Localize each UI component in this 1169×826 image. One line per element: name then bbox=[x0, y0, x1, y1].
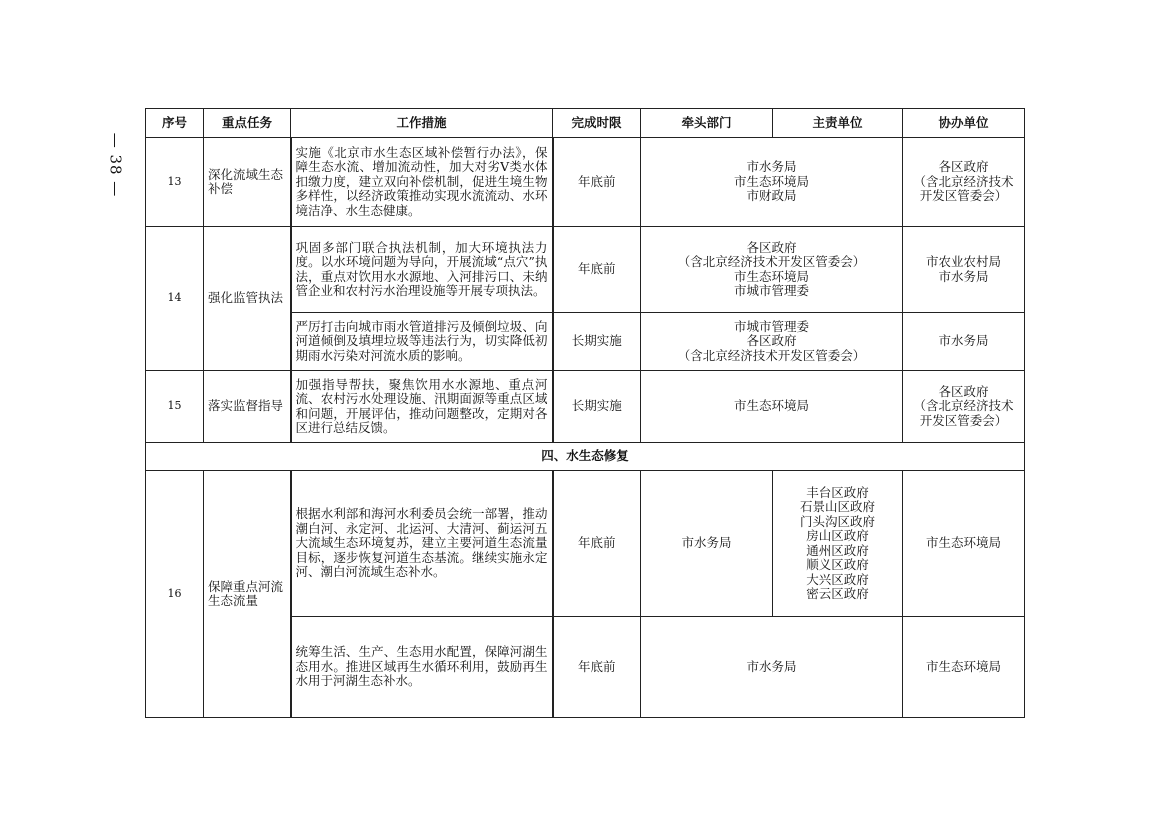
deadline-14a: 年底前 bbox=[553, 227, 641, 313]
lead-14a-line: 市城市管理委 bbox=[733, 283, 809, 298]
table-row-14a bbox=[146, 227, 1025, 313]
table-row-13 bbox=[146, 138, 1025, 227]
main-16a-line: 大兴区政府 bbox=[806, 571, 869, 587]
assist-13-line: 开发区管委会） bbox=[919, 188, 1008, 204]
assist-15-line: 各区政府 bbox=[938, 383, 989, 399]
measure-14b: 严厉打击向城市雨水管道排污及倾倒垃圾、向河道倾倒及填埋垃圾等违法行为，切实降低初期雨水污染对河流水质的影响。 bbox=[291, 313, 553, 371]
lead-13-line: 市水务局 bbox=[746, 159, 797, 175]
measure-15: 加强指导帮扶，聚焦饮用水水源地、重点河流、农村污水处理设施、汛期面源等重点区域和问题，开展评估，推动问题整改，定期对各区进行总结反馈。 bbox=[291, 371, 553, 443]
main-16a-line: 石景山区政府 bbox=[799, 499, 875, 514]
assist-16a: 市生态环境局 bbox=[903, 471, 1025, 617]
deadline-14b: 长期实施 bbox=[553, 313, 641, 371]
assist-15-line: 开发区管委会） bbox=[919, 412, 1008, 428]
lead-14a bbox=[641, 227, 903, 313]
assist-14a bbox=[903, 227, 1025, 313]
assist-13 bbox=[903, 138, 1025, 227]
lead-14b-line: （含北京经济技术开发区管委会） bbox=[677, 347, 866, 363]
main-16a-line: 丰台区政府 bbox=[806, 484, 869, 500]
task-14: 强化监管执法 bbox=[204, 227, 291, 371]
seq-13: 13 bbox=[146, 138, 204, 227]
task-table bbox=[145, 108, 1025, 718]
main-16a bbox=[773, 471, 903, 617]
lead-14b bbox=[641, 313, 903, 371]
lead-14b-line: 各区政府 bbox=[746, 333, 797, 349]
main-16a-line: 顺义区政府 bbox=[806, 557, 869, 572]
assist-15-line: （含北京经济技术 bbox=[913, 398, 1014, 414]
assist-15 bbox=[903, 371, 1025, 443]
main-16a-line: 通州区政府 bbox=[806, 542, 869, 558]
lead-15: 市生态环境局 bbox=[641, 371, 903, 443]
seq-14: 14 bbox=[146, 227, 204, 371]
seq-15: 15 bbox=[146, 371, 204, 443]
measure-13: 实施《北京市水生态区域补偿暂行办法》，保障生态水流、增加流动性，加大对劣Ⅴ类水体扣缴力度，建立双向补偿机制，促进生境生物多样性，以经济政策推动实现水流流动、水环境洁净、水生态健康。 bbox=[291, 138, 553, 227]
page-number-text: — 38 — bbox=[106, 132, 124, 198]
main-16a-line: 房山区政府 bbox=[806, 528, 869, 543]
task-15: 落实监督指导 bbox=[204, 371, 291, 443]
header-main: 主责单位 bbox=[773, 109, 903, 138]
task-16: 保障重点河流生态流量 bbox=[204, 471, 291, 718]
measure-16b: 统筹生活、生产、生态用水配置，保障河湖生态用水。推进区域再生水循环利用，鼓励再生水用于河湖生态补水。 bbox=[291, 617, 553, 718]
table-row-15 bbox=[146, 371, 1025, 443]
assist-14b: 市水务局 bbox=[903, 313, 1025, 371]
assist-14a-line: 市农业农村局 bbox=[925, 254, 1001, 269]
deadline-13: 年底前 bbox=[553, 138, 641, 227]
section-title: 四、水生态修复 bbox=[146, 443, 1025, 471]
header-measure: 工作措施 bbox=[291, 109, 553, 138]
lead-16a: 市水务局 bbox=[641, 471, 773, 617]
section-row bbox=[146, 443, 1025, 471]
header-seq: 序号 bbox=[146, 109, 204, 138]
header-row bbox=[146, 109, 1025, 138]
measure-16a: 根据水利部和海河水利委员会统一部署，推动潮白河、永定河、北运河、大清河、蓟运河五大流域生态环境复苏，建立主要河道生态流量目标，逐步恢复河道生态基流。继续实施永定河、潮白河流域生态补水。 bbox=[291, 471, 553, 617]
lead-13 bbox=[641, 138, 903, 227]
deadline-15: 长期实施 bbox=[553, 371, 641, 443]
assist-14a-line: 市水务局 bbox=[938, 268, 989, 284]
seq-16: 16 bbox=[146, 471, 204, 718]
header-deadline: 完成时限 bbox=[553, 109, 641, 138]
assist-13-line: （含北京经济技术 bbox=[913, 173, 1014, 189]
lead-13-line: 市生态环境局 bbox=[733, 173, 809, 189]
header-task: 重点任务 bbox=[204, 109, 291, 138]
header-assist: 协办单位 bbox=[903, 109, 1025, 138]
lead-14a-line: 市生态环境局 bbox=[733, 268, 809, 284]
measure-14a: 巩固多部门联合执法机制，加大环境执法力度。以水环境问题为导向，开展流域“点穴”执法，重点对饮用水水源地、入河排污口、未纳管企业和农村污水治理设施等开展专项执法。 bbox=[291, 227, 553, 313]
lead-14b-line: 市城市管理委 bbox=[733, 318, 809, 334]
main-16a-line: 门头沟区政府 bbox=[799, 513, 875, 529]
table-row-16a bbox=[146, 471, 1025, 617]
task-13: 深化流域生态补偿 bbox=[204, 138, 291, 227]
header-lead: 牵头部门 bbox=[641, 109, 773, 138]
lead-13-line: 市财政局 bbox=[746, 188, 797, 204]
lead-14a-line: 各区政府 bbox=[746, 239, 797, 255]
assist-16b: 市生态环境局 bbox=[903, 617, 1025, 718]
lead-14a-line: （含北京经济技术开发区管委会） bbox=[677, 254, 866, 269]
assist-13-line: 各区政府 bbox=[938, 159, 989, 175]
deadline-16b: 年底前 bbox=[553, 617, 641, 718]
main-16a-line: 密云区政府 bbox=[806, 586, 869, 601]
lead-16b: 市水务局 bbox=[641, 617, 903, 718]
deadline-16a: 年底前 bbox=[553, 471, 641, 617]
page-number bbox=[100, 110, 130, 220]
